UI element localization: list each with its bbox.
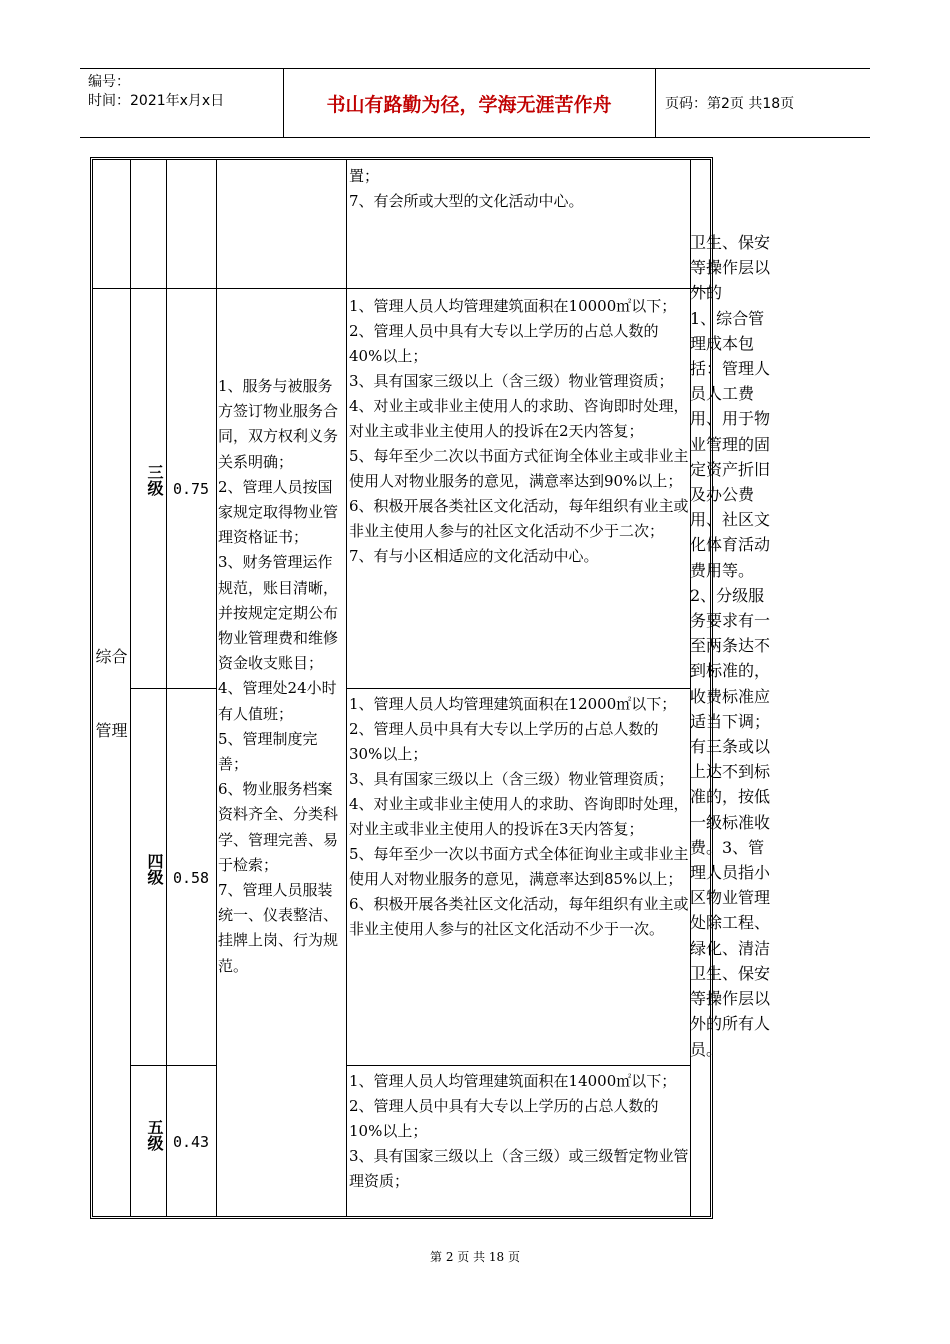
grade-coefficient: 0.43	[172, 1133, 210, 1151]
grade-level: 三级	[145, 464, 164, 496]
time-label: 时间：2021年x月x日	[88, 93, 225, 109]
remarks	[690, 230, 780, 1062]
remarks-body: 1、综合管理成本包括：管理人员人工费用、用于物业管理的固定资产折旧及办公费用、社区文化体育活动费用等。2、分级服务要求有一至两条达不到标准的，收费标准应适当下调；有三条或以上达不到标准的，按低一级标准收费。3、管理人员指小区物业管理处除工程、绿化、清洁卫生、保安等操作层以外的所有人员。	[690, 308, 771, 1059]
header-divider	[283, 69, 284, 137]
basic-requirements: 1、服务与被服务方签订物业服务合同，双方权利义务关系明确； 2、管理人员按国家规定取得物业管理资格证书； 3、财务管理运作规范，账目清晰，并按规定定期公布物业管理费和维修资金收支账目； 4、管理处24小时有人值班； 5、管理制度完善； 6、物业服务档案资料齐全、分类科学、管理完善、易于检索； 7、管理人员服装统一、仪表整洁、挂牌上岗、行为规范。	[218, 377, 339, 975]
standards-table	[90, 157, 713, 1219]
category-label: 综合管理	[95, 647, 128, 740]
grade-coefficient: 0.58	[172, 869, 210, 887]
header-meta	[88, 73, 283, 111]
header-divider	[655, 69, 656, 137]
grade-level: 五级	[145, 1119, 164, 1151]
page-info: 页码：第2页 共18页	[665, 96, 795, 112]
grade-standards: 1、管理人员人均管理建筑面积在12000㎡以下； 2、管理人员中具有大专以上学历的占总人数的30%以上； 3、具有国家三级以上（含三级）物业管理资质； 4、对业主或非业主使用人的求助、咨询即时处理，对业主或非业主使用人的投诉在3天内答复； 5、每年至少一次以书面方式全体征询业主或非业主使用人对物业服务的意见，满意率达到85%以上； 6、积极开展各类社区文化活动，每年组织有业主或非业主使用人参与的社区文化活动不少于一次。	[349, 695, 689, 938]
page-header	[80, 68, 870, 138]
remarks-top: 卫生、保安等操作层以外的	[690, 233, 771, 303]
grade-level: 四级	[145, 853, 164, 885]
grade-standards: 1、管理人员人均管理建筑面积在14000㎡以下； 2、管理人员中具有大专以上学历的占总人数的10%以上； 3、具有国家三级以上（含三级）或三级暂定物业管理资质；	[349, 1072, 689, 1190]
top-row-standards: 置； 7、有会所或大型的文化活动中心。	[349, 167, 584, 210]
motto: 书山有路勤为径，学海无涯苦作舟	[326, 93, 612, 116]
grade-standards: 1、管理人员人均管理建筑面积在10000㎡以下； 2、管理人员中具有大专以上学历的占总人数的40%以上； 3、具有国家三级以上（含三级）物业管理资质； 4、对业主或非业主使用人的求助、咨询即时处理，对业主或非业主使用人的投诉在2天内答复； 5、每年至少二次以书面方式征询全体业主或非业主使用人对物业服务的意见，满意率达到90%以上； 6、积极开展各类社区文化活动，每年组织有业主或非业主使用人参与的社区文化活动不少于二次； 7、有与小区相适应的文化活动中心。	[349, 297, 689, 565]
number-label: 编号：	[88, 74, 130, 90]
page-footer: 第 2 页 共 18 页	[430, 1250, 520, 1264]
grade-coefficient: 0.75	[172, 480, 210, 498]
